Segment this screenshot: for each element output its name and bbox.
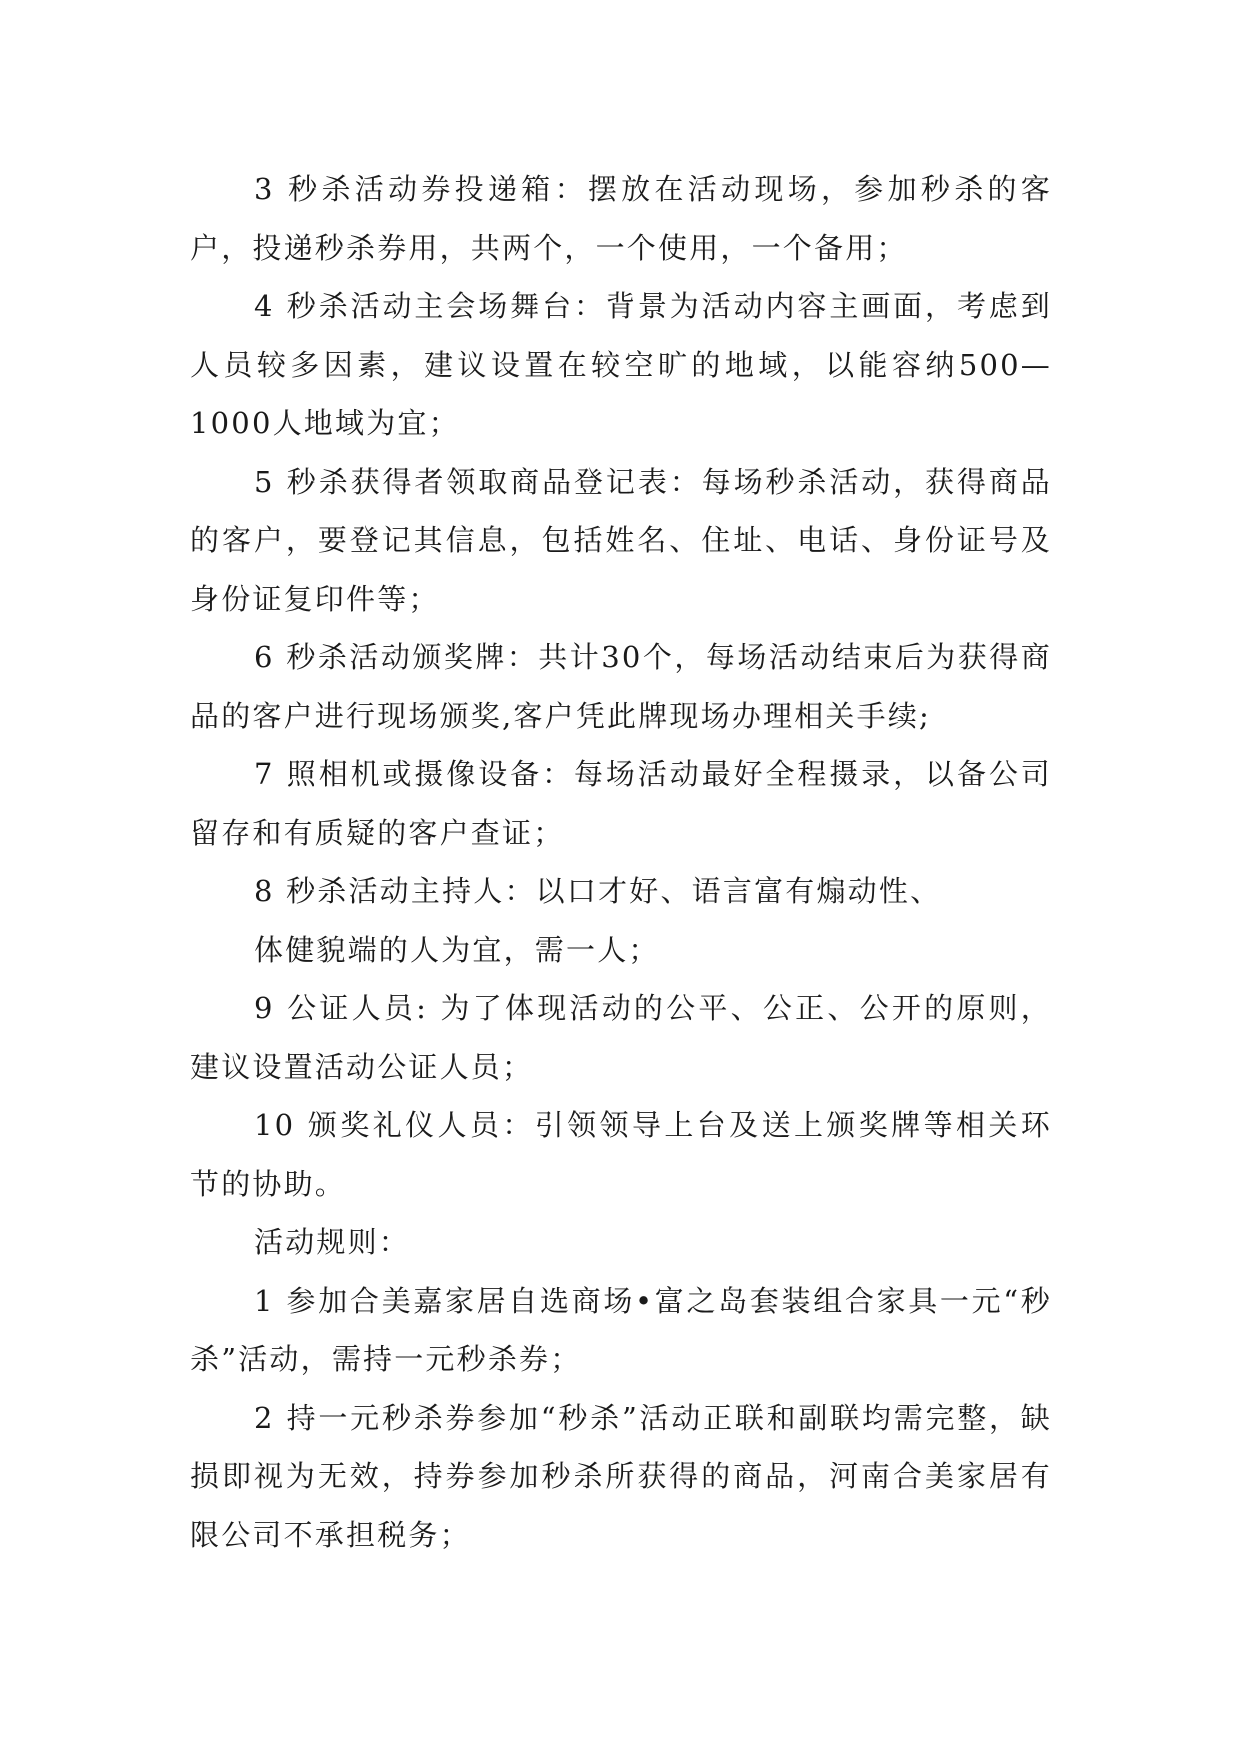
paragraph-item-9: 9 公证人员: 为了体现活动的公平、公正、公开的原则，建议设置活动公证人员；	[190, 991, 1052, 1084]
paragraph-item-7: 7 照相机或摄像设备：每场活动最好全程摄录，以备公司留存和有质疑的客户查证；	[190, 757, 1052, 850]
paragraph-item-10: 10 颁奖礼仪人员：引领领导上台及送上颁奖牌等相关环节的协助。	[190, 1108, 1052, 1201]
rule-item-2: 2 持一元秒杀券参加“秒杀”活动正联和副联均需完整，缺损即视为无效，持券参加秒杀所获得的商品，河南合美家居有限公司不承担税务；	[190, 1400, 1052, 1552]
paragraph-item-8-continued: 体健貌端的人为宜，需一人；	[254, 932, 660, 967]
document-body	[190, 160, 1052, 1564]
paragraph-item-3: 3 秒杀活动券投递箱：摆放在活动现场，参加秒杀的客户，投递秒杀券用，共两个，一个使用，一个备用；	[190, 172, 1052, 265]
section-heading-rules: 活动规则：	[254, 1225, 411, 1259]
paragraph-item-6: 6 秒杀活动颁奖牌：共计30个，每场活动结束后为获得商品的客户进行现场颁奖,客户凭此牌现场办理相关手续;	[190, 640, 1052, 733]
paragraph-item-8: 8 秒杀活动主持人：以口才好、语言富有煽动性、	[254, 874, 942, 908]
paragraph-item-5: 5 秒杀获得者领取商品登记表：每场秒杀活动，获得商品的客户，要登记其信息，包括姓名、住址、电话、身份证号及身份证复印件等；	[190, 464, 1052, 616]
paragraph-item-4: 4 秒杀活动主会场舞台：背景为活动内容主画面，考虑到人员较多因素，建议设置在较空旷的地域，以能容纳500—1000人地域为宜；	[190, 289, 1052, 440]
rule-item-1: 1 参加合美嘉家居自选商场•富之岛套装组合家具一元“秒杀”活动，需持一元秒杀券；	[190, 1283, 1052, 1376]
